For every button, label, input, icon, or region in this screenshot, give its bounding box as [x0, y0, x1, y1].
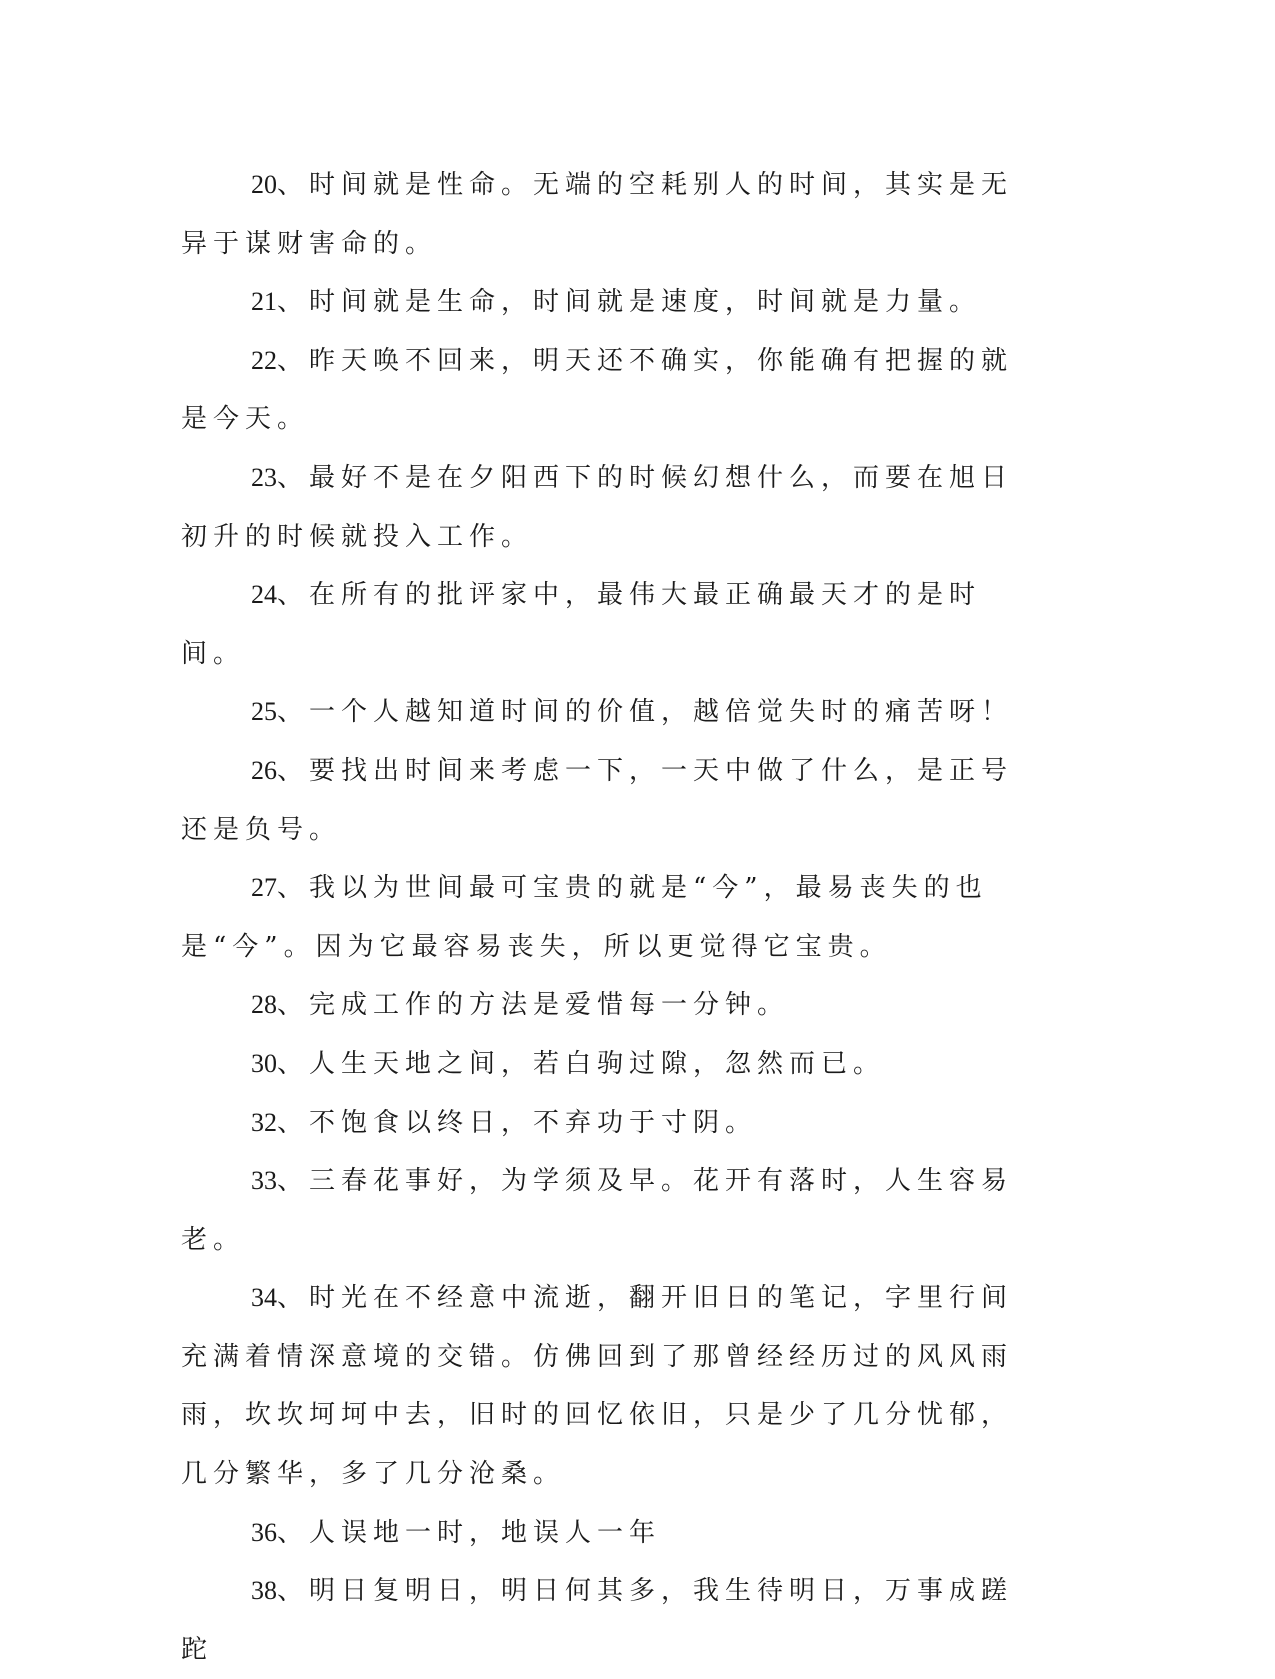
paragraph-34	[181, 1269, 1027, 1503]
paragraph-21	[181, 273, 1027, 332]
paragraph-32	[181, 1094, 1027, 1153]
paragraph-23	[181, 449, 1027, 566]
paragraph-text: 、不饱食以终日，不弃功于寸阴。	[277, 1107, 758, 1138]
paragraph-number: 26	[251, 755, 277, 785]
paragraph-text: 、时光在不经意中流逝，翻开旧日的笔记，字里行间充满着情深意境的交错。仿佛回到了那曾经经历过的风风雨雨，坎坎坷坷中去，旧时的回忆依旧，只是少了几分忧郁，几分繁华，多了几分沧桑。	[181, 1283, 1014, 1490]
paragraph-number: 27	[251, 873, 277, 903]
paragraph-text: 、要找出时间来考虑一下，一天中做了什么，是正号还是负号。	[181, 755, 1014, 845]
paragraph-text: 、昨天唤不回来，明天还不确实，你能确有把握的就是今天。	[181, 345, 1014, 435]
paragraph-number: 22	[251, 345, 277, 375]
paragraph-number: 28	[251, 990, 277, 1020]
paragraph-number: 21	[251, 287, 277, 317]
paragraph-text: 、最好不是在夕阳西下的时候幻想什么，而要在旭日初升的时候就投入工作。	[181, 462, 1014, 552]
paragraph-number: 25	[251, 697, 277, 727]
paragraph-20	[181, 156, 1027, 273]
paragraph-text: 、完成工作的方法是爱惜每一分钟。	[277, 990, 790, 1021]
paragraph-number: 38	[251, 1576, 277, 1606]
paragraph-text: 、在所有的批评家中，最伟大最正确最天才的是时间。	[181, 580, 982, 669]
paragraph-36	[181, 1504, 1027, 1563]
paragraph-27	[181, 859, 1027, 976]
paragraph-text: 、明日复明日，明日何其多，我生待明日，万事成蹉跎	[181, 1576, 1014, 1665]
paragraph-number: 32	[251, 1107, 277, 1137]
paragraph-text: 、时间就是生命，时间就是速度，时间就是力量。	[277, 287, 982, 318]
paragraph-26	[181, 742, 1027, 859]
paragraph-number: 33	[251, 1166, 277, 1196]
paragraph-22	[181, 332, 1027, 449]
paragraph-text: 、人生天地之间，若白驹过隙，忽然而已。	[277, 1048, 886, 1079]
paragraph-24	[181, 566, 1027, 683]
paragraph-text: 、人误地一时，地误人一年	[277, 1517, 662, 1548]
paragraph-text: 、我以为世间最可宝贵的就是“今”，最易丧失的也是“今”。因为它最容易丧失，所以更觉得它宝贵。	[181, 873, 988, 962]
document-body	[181, 156, 1027, 1679]
paragraph-number: 24	[251, 580, 277, 610]
paragraph-number: 36	[251, 1517, 277, 1547]
paragraph-number: 23	[251, 462, 277, 492]
paragraph-number: 20	[251, 170, 277, 199]
paragraph-text: 、三春花事好，为学须及早。花开有落时，人生容易老。	[181, 1166, 1014, 1255]
paragraph-text: 、一个人越知道时间的价值，越倍觉失时的痛苦呀！	[277, 697, 1014, 728]
paragraph-number: 34	[251, 1283, 277, 1313]
paragraph-25	[181, 683, 1027, 742]
paragraph-number: 30	[251, 1048, 277, 1078]
paragraph-38	[181, 1562, 1027, 1679]
paragraph-30	[181, 1035, 1027, 1094]
paragraph-text: 、时间就是性命。无端的空耗别人的时间，其实是无异于谋财害命的。	[181, 170, 1014, 259]
paragraph-28	[181, 976, 1027, 1035]
paragraph-33	[181, 1152, 1027, 1269]
